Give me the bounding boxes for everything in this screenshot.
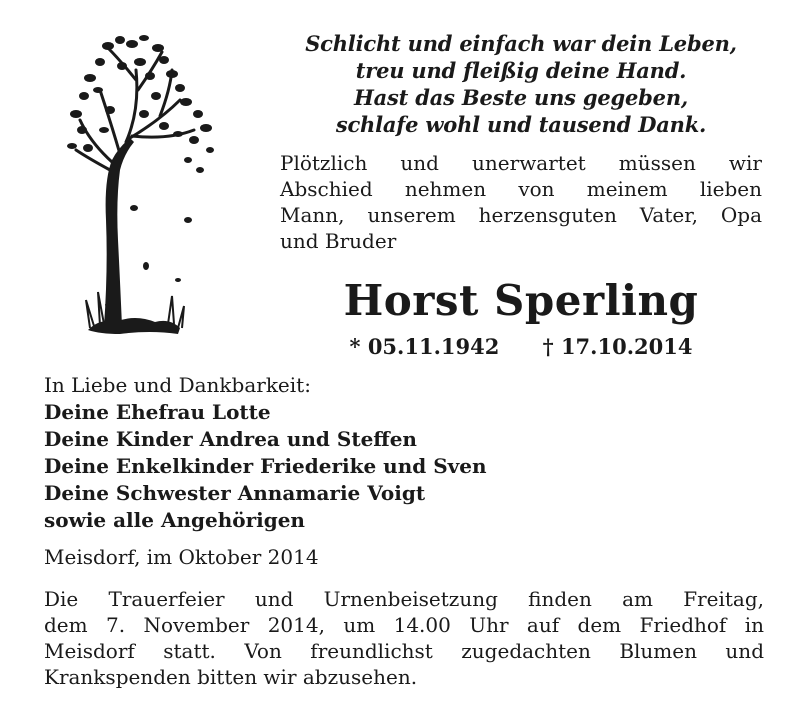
funeral-line: Krankspenden bitten wir abzusehen. (44, 665, 418, 689)
funeral-line: Meisdorf statt. Von freundlichst zugedachten Blumen und (44, 639, 764, 663)
intro-line: Mann, unserem herzensguten Vater, Opa (280, 203, 762, 227)
mourners-list (44, 372, 764, 534)
death-date: † 17.10.2014 (542, 334, 693, 359)
poem-line: treu und fleißig deine Hand. (355, 58, 687, 83)
mourner-line: Deine Kinder Andrea und Steffen (44, 427, 417, 451)
birth-date: * 05.11.1942 (349, 334, 500, 359)
mourner-line: Deine Ehefrau Lotte (44, 400, 271, 424)
poem-line: schlafe wohl und tausend Dank. (335, 112, 707, 137)
deceased-name: Horst Sperling (343, 276, 699, 325)
life-dates (280, 333, 762, 361)
funeral-notice (44, 586, 764, 690)
poem-line: Schlicht und einfach war dein Leben, (305, 31, 737, 56)
mourner-line: Deine Enkelkinder Friederike und Sven (44, 454, 487, 478)
intro-text (280, 150, 762, 254)
funeral-line: Die Trauerfeier und Urnenbeisetzung finden am Freitag, (44, 587, 764, 611)
poem-line: Hast das Beste uns gegeben, (354, 85, 688, 110)
poem (280, 30, 762, 138)
intro-line: und Bruder (280, 229, 397, 253)
mourners-heading: In Liebe und Dankbarkeit: (44, 373, 311, 397)
place-date: Meisdorf, im Oktober 2014 (44, 545, 319, 569)
funeral-line: dem 7. November 2014, um 14.00 Uhr auf dem Friedhof in (44, 613, 764, 637)
intro-line: Abschied nehmen von meinem lieben (280, 177, 762, 201)
mourner-line: sowie alle Angehörigen (44, 508, 305, 532)
intro-line: Plötzlich und unerwartet müssen wir (280, 151, 762, 175)
mourner-line: Deine Schwester Annamarie Voigt (44, 481, 426, 505)
tree-icon (60, 30, 230, 340)
